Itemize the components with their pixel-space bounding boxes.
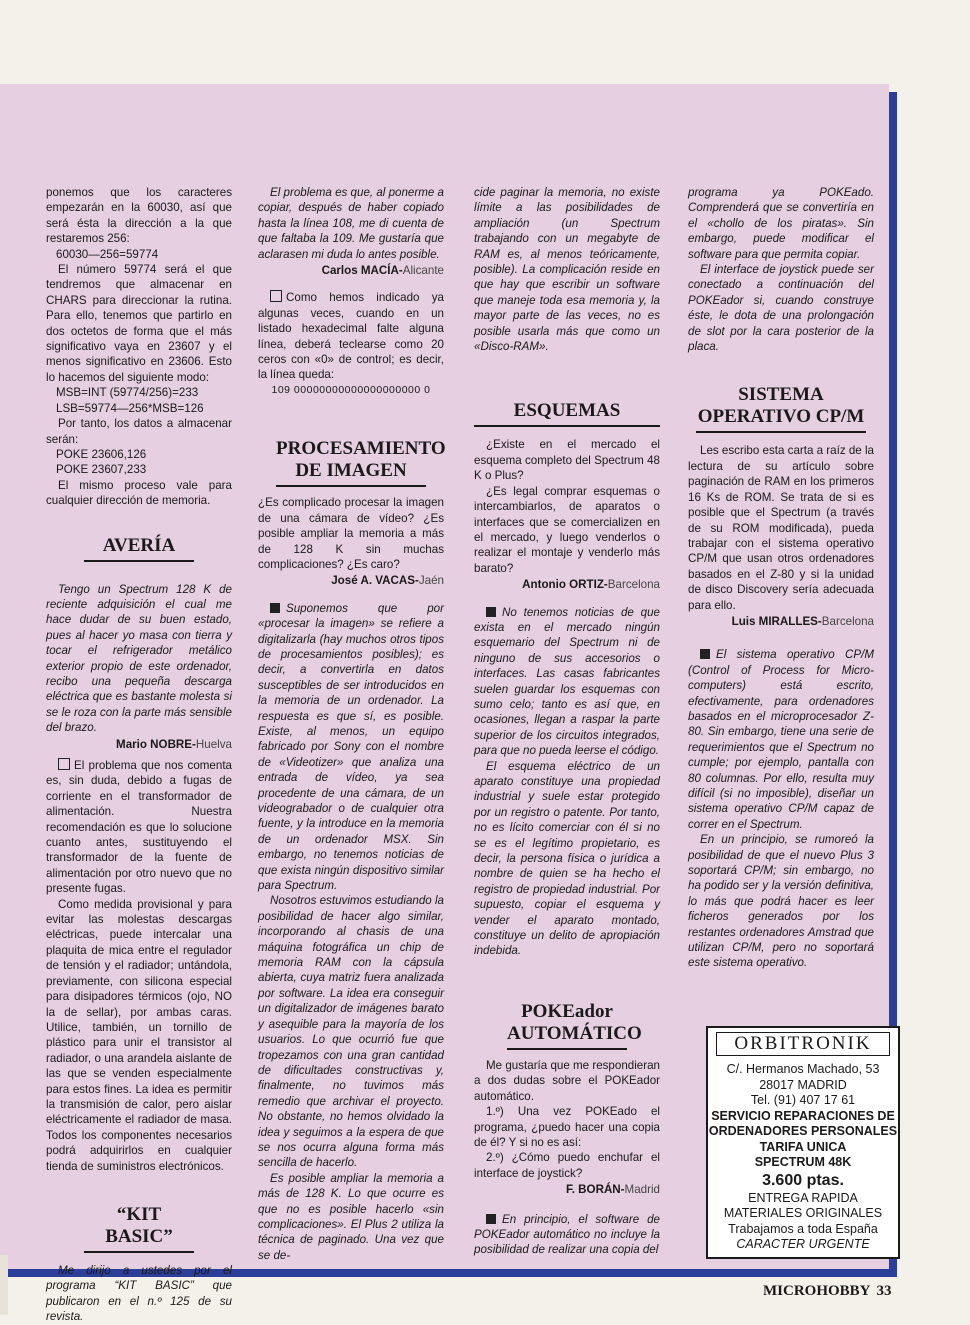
signature-city: Barcelona (607, 578, 660, 592)
reader-letter: Tengo un Spectrum 128 K de reciente adquisición el cual me hace dudar de su buen estado, pues al hacer yo masa con tierra y tocar el refrigerador metálico exterior propio de este ordenador, recibo una pequeña descarga eléctrica que es bastante molesta si se le roza con la parte más sensible del brazo. (46, 582, 232, 735)
reader-letter: El problema es que, al ponerme a copiar, después de haber copiado hasta la línea 108, me di cuenta de que faltaba la 109. Me gustaría que aclarasen mi duda lo antes posible. (258, 186, 445, 261)
section-title-pokeador: POKEador AUTOMÁTICO (507, 1001, 627, 1050)
ad-brand: ORBITRONIK (716, 1032, 890, 1056)
reader-letter: 1.º) Una vez POKEado el programa, ¿puedo hacer una copia de él? Y si no es así: (474, 1105, 660, 1149)
answer-paragraph: El problema que nos comenta es, sin duda, debido a fugas de corriente en el transformador de alimentación. Nuestra recomendación es que lo solucione cuanto antes, sustituyendo el transformador de la fuente de alimentación por otro nuevo que no presente fugas. (46, 759, 232, 896)
section-title-kit-basic: “KIT BASIC” (84, 1204, 194, 1253)
code-line: MSB=INT (59774/256)=233 (56, 386, 199, 400)
ad-model: SPECTRUM 48K (754, 1155, 852, 1169)
section-title-cpm: SISTEMA OPERATIVO CP/M (696, 384, 866, 433)
code-line: LSB=59774—256*MSB=126 (56, 401, 204, 415)
ad-phone: Tel. (91) 407 17 61 (750, 1093, 856, 1107)
answer-paragraph: El sistema operativo CP/M (Control of Process for Micro-computers) está escrito, efectivamente, para ordenadores basados en el microprocesador Z-80. Sin embargo, tiene una serie de requerimientos que el Spectrum no cumple; por ejemplo, pantalla con 80 columnas. Por ello, resulta muy difícil (si no imposible), diseñar un sistema operativo CP/M capaz de correr en el Spectrum. (688, 648, 874, 831)
reader-letter: Me gustaría que me respondieran a dos dudas sobre el POKEador automático. (474, 1058, 661, 1103)
answer-paragraph: No tenemos noticias de que exista en el mercado ningún esquemario del Spectrum ni de ninguno de sus accesorios o interfaces. Las casas fabricantes suelen guardar los esquemas con sumo celo; tanto es así que, en ocasiones, llegan a raspar la parte superior de los circuitos integrados, para que no pueda leerse el código. (474, 605, 660, 758)
ad-urgent: CARACTER URGENTE (736, 1237, 870, 1251)
section-title-esquemas: ESQUEMAS (474, 400, 660, 427)
answer-box-icon (58, 758, 70, 770)
reader-letter: Me dirijo a ustedes por el programa “KIT BASIC” que publicaron en el n.º 125 de su revista. (46, 1263, 232, 1324)
answer-paragraph: programa ya POKEado. Comprenderá que se convertiría en el «chollo de los piratas». Sin embargo, puede modificar el software para que permita copiar. (688, 186, 874, 261)
signature-city: Jaén (418, 574, 444, 588)
letter-signature (258, 573, 444, 588)
paragraph: ponemos que los caracteres empezarán en la 60030, así que será ésta la dirección a la que restaremos 256: (46, 186, 232, 246)
reader-letter: Les escribo esta carta a raíz de la lectura de su artículo sobre paginación de RAM en los primeros 16 Ks de ROM. Se trata de si es posible que el Spectrum (a través de su ROM modificada), pueda trabajar con el sistema operativo CP/M que usan otros ordenadores basados en el Z-80 y si la unidad de disco Discovery sería adecuada para ello. (688, 444, 874, 612)
page-number: 33 (876, 1283, 892, 1299)
hex-code-line: 109 00000000000000000000 0 (271, 383, 431, 396)
answer-paragraph: cide paginar la memoria, no existe límite a las posibilidades de ampliación (un Spectrum trabajando con un megabyte de RAM es, al menos teóricamente, posible). La complicación reside en que hay que escribir un software que maneje toda esa memoria y, la mayor parte de las veces, no es posible usarla más que como un «Disco-RAM». (474, 186, 660, 354)
reader-letter: ¿Es legal comprar esquemas o intercambiarlos, de aparatos o interfaces que se comercializen en el mercado, y luego venderlos o realizar el montaje y venderlo más barato? (474, 484, 660, 575)
signature-city: Huelva (195, 737, 232, 751)
signature-city: Barcelona (821, 614, 874, 628)
code-line: POKE 23606,126 (56, 447, 147, 461)
page-edge (0, 1255, 8, 1315)
answer-paragraph: El esquema eléctrico de un aparato constituye una propiedad industrial y suele estar protegido por un registro o patente. Por tanto, no es lícito comerciar con él si no se es el legítimo propietario, es decir, la persona física o jurídica a nombre de quien se ha hecho el registro de propiedad industrial. Por supuesto, copiar el esquema y vender el aparato montado, constituye un delito de apropiación indebida. (474, 759, 660, 958)
answer-square-icon (486, 1214, 496, 1224)
reader-letter: 2.º) ¿Cómo puedo enchufar el interface de joystick? (474, 1151, 660, 1180)
answer-paragraph: Es posible ampliar la memoria a más de 128 K. Lo que ocurre es que no es posible hacerlo «sin complicaciones». El Plus 2 utiliza la técnica de paginado. Una vez que se de- (258, 1171, 444, 1262)
section-title-averia: AVERÍA (84, 535, 194, 562)
signature-name: Carlos MACÍA- (321, 264, 403, 278)
answer-square-icon (700, 649, 710, 659)
magazine-name: MICROHOBBY (763, 1283, 871, 1299)
paragraph: El mismo proceso vale para cualquier dirección de memoria. (46, 478, 232, 508)
letter-signature (688, 614, 874, 629)
ad-price: 3.600 ptas. (762, 1171, 844, 1189)
page-footer (763, 1283, 892, 1300)
answer-box-icon (270, 290, 282, 302)
answer-paragraph: En principio, el software de POKEador automático no incluye la posibilidad de realizar una copia del (474, 1212, 660, 1257)
signature-city: Alicante (402, 264, 444, 278)
signature-name: José A. VACAS- (331, 574, 419, 588)
letter-signature (258, 263, 444, 278)
answer-square-icon (270, 603, 280, 613)
column-2 (258, 185, 444, 1263)
ad-delivery: ENTREGA RAPIDA (748, 1190, 858, 1205)
answer-paragraph: Suponemos que por «procesar la imagen» se refiere a digitalizarla (hay muchos otros tipos de procesamientos posibles); es decir, a convertirla en datos susceptibles de ser introducidos en la memoria de un ordenador. La respuesta es que sí, es posible. Existe, al menos, un equipo fabricado por Sony con el nombre de «Videotizer» que analiza una entrada de vídeo, ya sea procedente de una cámara, de un videograbador o de cualquier otra fuente, y la introduce en la memoria de un ordenador MSX. Sin embargo, no tenemos noticias de que exista ningún dispositivo similar para Spectrum. (258, 601, 444, 893)
section-title-procesamiento: PROCESAMIENTO DE IMAGEN (276, 438, 426, 487)
answer-square-icon (486, 607, 496, 617)
code-line: POKE 23607,233 (56, 463, 147, 477)
ad-materials: MATERIALES ORIGINALES (723, 1206, 883, 1220)
ad-city: 28017 MADRID (759, 1077, 847, 1092)
answer-paragraph: El interface de joystick puede ser conectado a continuación del POKEador si, cuando construye éste, le dota de una prolongación de slot por la cara posterior de la placa. (688, 263, 874, 354)
ad-coverage: Trabajamos a toda España (728, 1221, 878, 1236)
reader-letter: ¿Existe en el mercado el esquema completo del Spectrum 48 K o Plus? (474, 438, 660, 483)
reader-letter: ¿Es complicado procesar la imagen de una cámara de vídeo? ¿Es posible ampliar la memoria a más de 128 K sin muchas complicaciones? ¿Es caro? (258, 496, 444, 571)
signature-name: F. BORÁN- (565, 1183, 625, 1197)
letter-signature (46, 737, 232, 752)
answer-paragraph: En un principio, se rumoreó la posibilidad de que el nuevo Plus 3 soportará CP/M; sin embargo, no ha podido ser y la versión definitiva, lo más que podrá hacer es leer ficheros generados por los restantes ordenadores Amstrad que utilizan CP/M, pero no soportará este sistema operativo. (688, 833, 874, 970)
paragraph: El número 59774 será el que tendremos que almacenar en CHARS para direccionar la rutina. Para ello, tenemos que partirlo en dos octetos de forma que el más significativo vaya en 23607 y el menos significativo en 23606. Esto lo hacemos del siguiente modo: (46, 263, 232, 384)
letter-signature (474, 577, 660, 592)
ad-tariff: TARIFA UNICA (759, 1139, 847, 1154)
signature-name: Antonio ORTIZ- (522, 578, 608, 592)
code-line: 60030—256=59774 (56, 247, 159, 261)
column-3 (474, 185, 660, 1258)
ad-service-line: SERVICIO REPARACIONES DE (711, 1108, 895, 1123)
answer-paragraph: Como medida provisional y para evitar las molestas descargas eléctricas, puede intercalar una plaquita de mica entre el regulador de tensión y el radiador; untándola, previamente, con silicona especial para disipadores térmicos (ojo, NO la de sellar), por ambas caras. Utilice, también, un tornillo de plástico para unir el transistor al radiador, o una arandela aislante de las que se venden especialmente para estos fines. La idea es permitir la transmisión de calor, pero aislar eléctricamente el radiador de masa. Todos los componentes necesarios podrá adquirirlos en cualquier tienda de suministros electrónicos. (46, 897, 232, 1173)
ad-address: C/. Hermanos Machado, 53 (726, 1062, 880, 1076)
letter-signature (474, 1182, 660, 1197)
answer-paragraph: Nosotros estuvimos estudiando la posibilidad de hacer algo similar, incorporando al chasis de una máquina fotográfica un chip de memoria RAM con la cápsula abierta, cuya matriz fuera analizada por software. La idea era conseguir un digitalizador de imágenes barato y asequible para la mayoría de los usuarios. Lo que ocurrió fue que tropezamos con una gran cantidad de dificultades constructivas y, finalmente, no tuvimos más remedio que archivar el proyecto. No obstante, no hemos olvidado la idea y seguimos a la espera de que se nos ocurra alguna forma más sencilla de hacerlo. (258, 894, 444, 1170)
signature-name: Luis MIRALLES- (731, 614, 822, 628)
ad-service-line: ORDENADORES PERSONALES (708, 1124, 898, 1138)
column-4 (688, 185, 874, 971)
signature-name: Mario NOBRE- (116, 737, 196, 751)
orbitronik-advertisement (706, 1026, 900, 1259)
column-1 (46, 185, 232, 1325)
paragraph: Por tanto, los datos a almacenar serán: (46, 417, 232, 446)
signature-city: Madrid (624, 1183, 660, 1197)
answer-paragraph: Como hemos indicado ya algunas veces, cuando en un listado hexadecimal falte alguna línea, deberá teclearse como 20 ceros con «0» de control; es decir, la línea queda: (258, 291, 444, 382)
